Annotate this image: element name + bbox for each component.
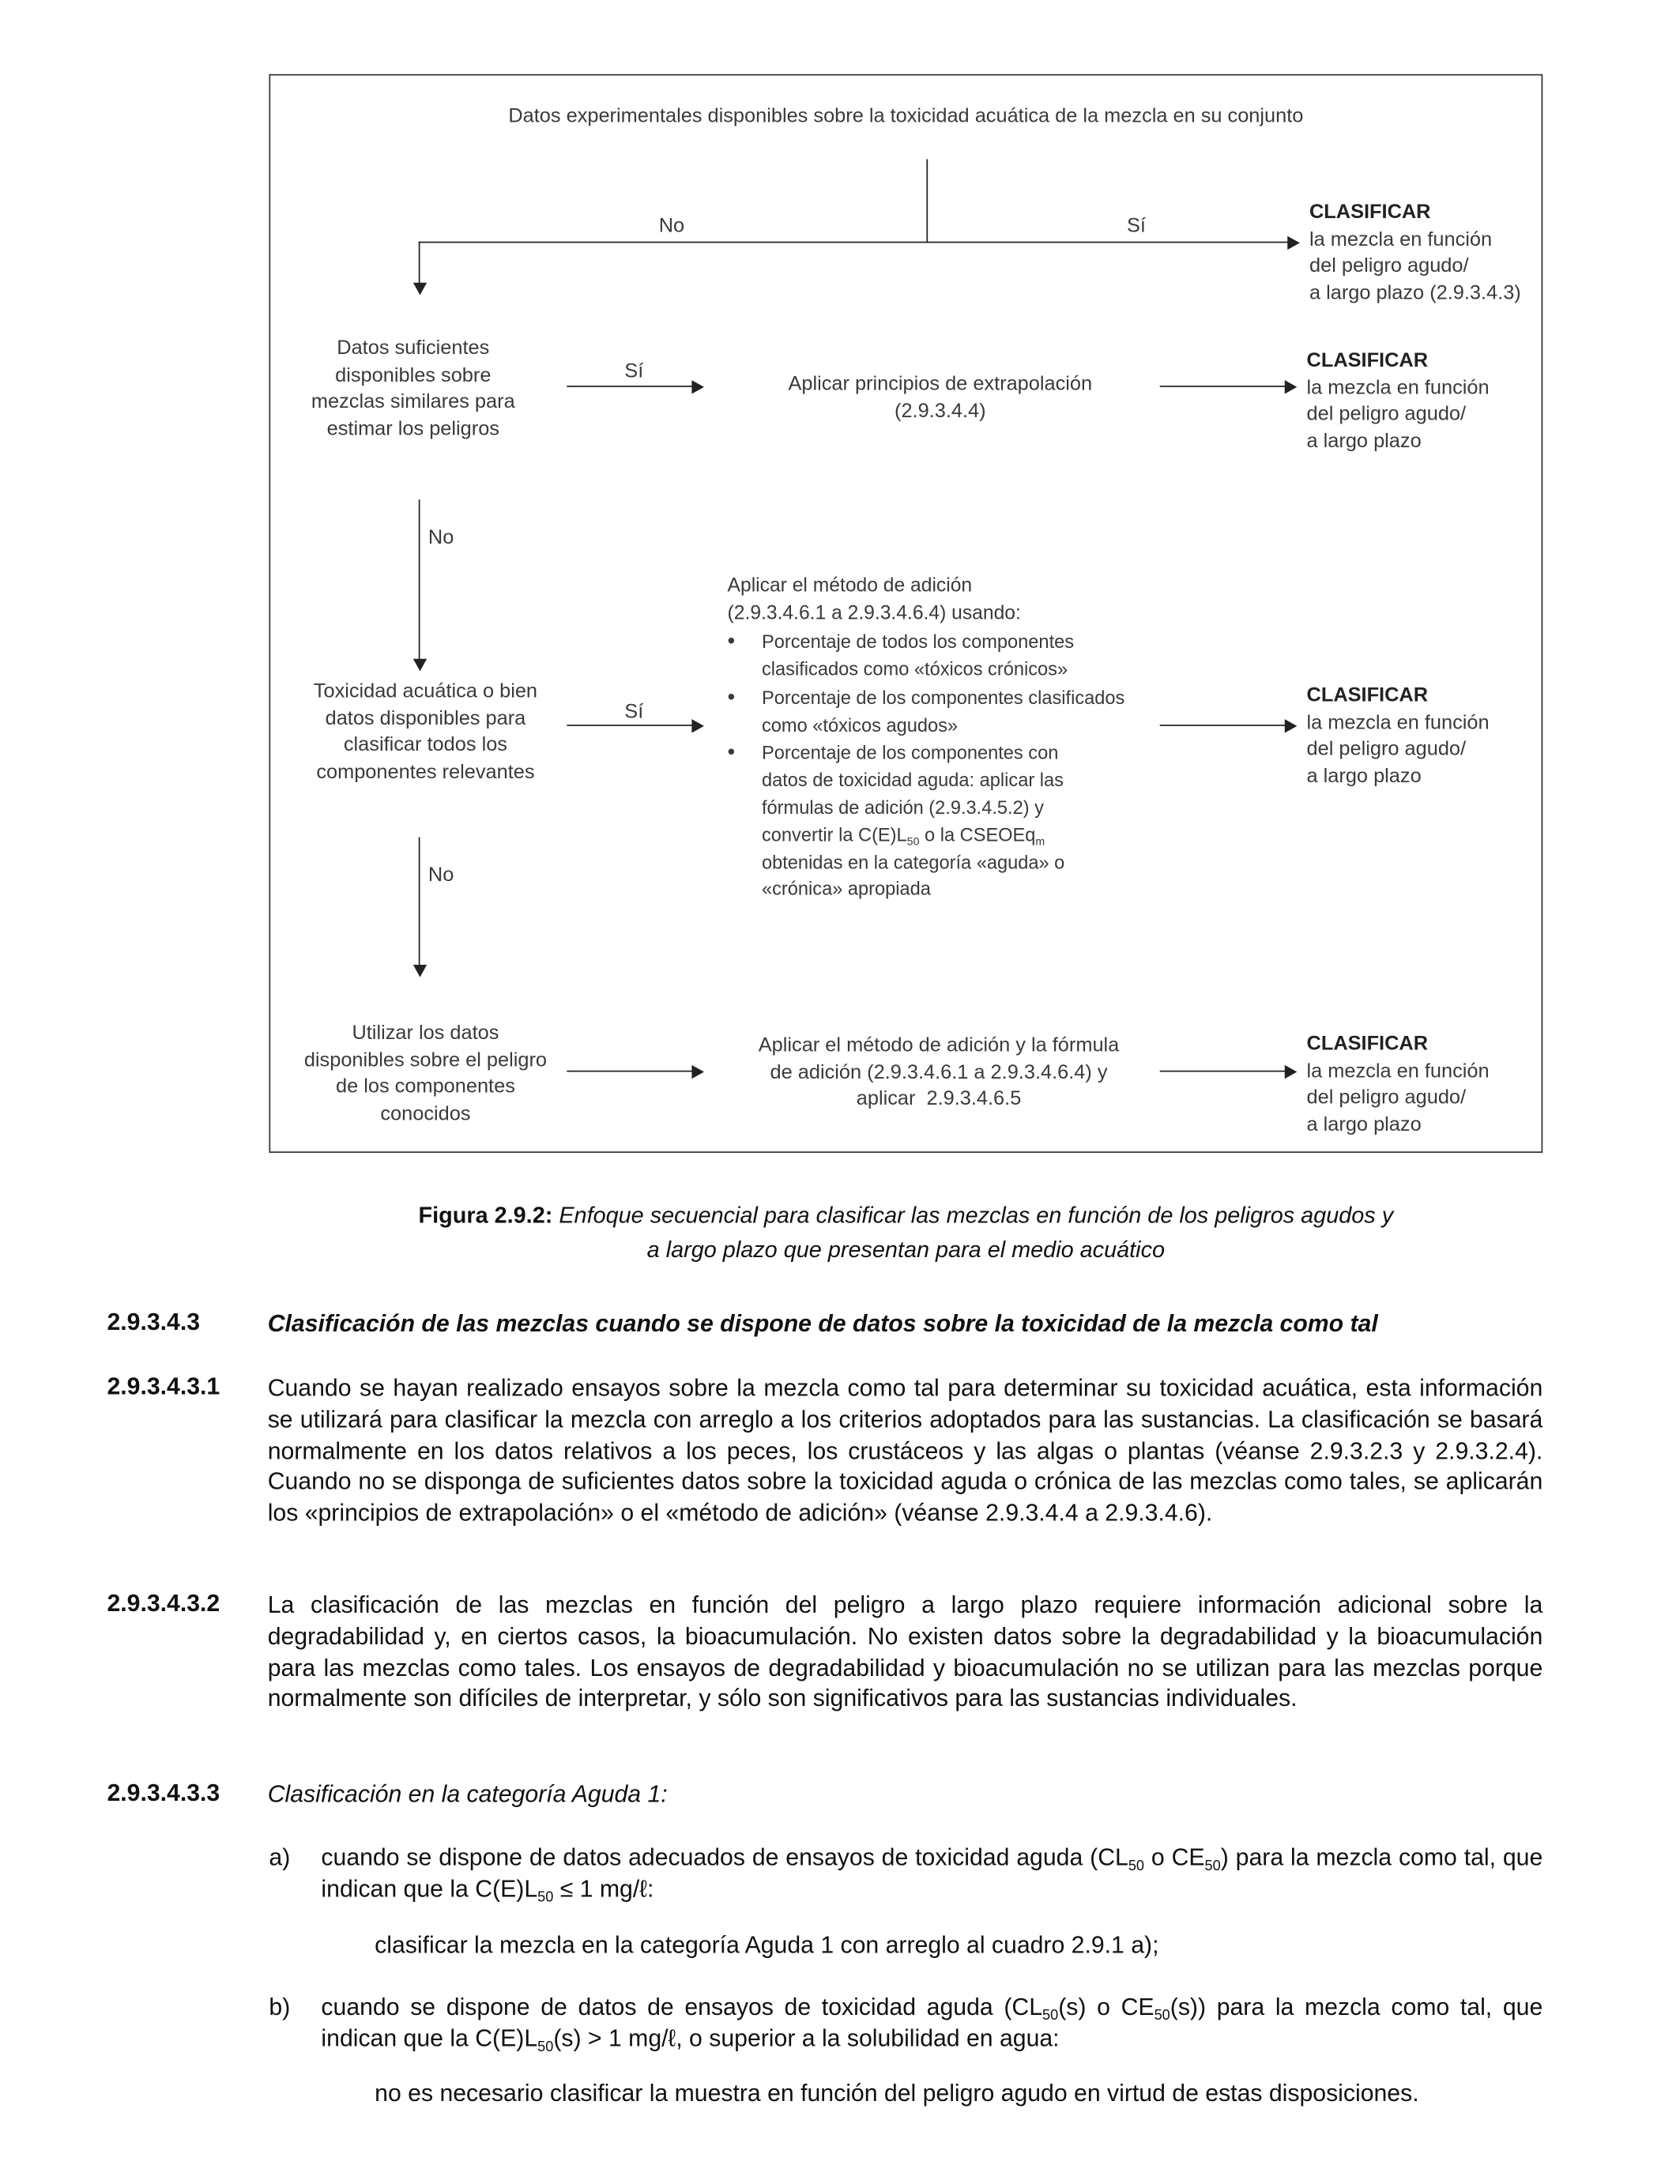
subscript: 50 xyxy=(1128,1858,1145,1874)
text-fragment: cuando se dispone de datos de ensayos de toxicidad aguda (CL xyxy=(321,1992,1043,2020)
text-fragment: convertir la C(E)L xyxy=(761,824,907,845)
item-label: a) xyxy=(269,1843,291,1871)
classify-line: a largo plazo (2.9.3.4.3) xyxy=(1309,281,1521,304)
text-fragment: (s) o CE xyxy=(1058,1992,1155,2020)
text-line: Toxicidad acuática o bien xyxy=(313,680,538,703)
classify-line: del peligro agudo/ xyxy=(1306,1086,1467,1109)
subscript: m xyxy=(1035,835,1045,848)
step-component-data xyxy=(283,680,568,786)
caption-text: Enfoque secuencial para clasificar las mezclas en función de los peligros agudos y xyxy=(552,1202,1394,1229)
text-fragment: (s) > 1 mg/ℓ, o superior a la solubilidad en agua: xyxy=(553,2024,1060,2052)
connector-line xyxy=(1160,725,1286,726)
classify-line: del peligro agudo/ xyxy=(1306,403,1467,426)
arrow-down-icon xyxy=(413,965,427,977)
arrow-down-icon xyxy=(413,283,427,296)
top-question: Datos experimentales disponibles sobre la toxicidad acuática de la mezcla en su conjunto xyxy=(508,105,1304,128)
item-a-text xyxy=(321,1842,1543,1904)
bullet-item: • Porcentaje de todos los componentes clasificados como «tóxicos crónicos» xyxy=(728,629,1139,683)
text-line: fórmulas de adición (2.9.3.4.5.2) y xyxy=(761,797,1044,819)
step-known-components xyxy=(274,1021,576,1128)
caption-line xyxy=(269,1198,1543,1232)
connector-line xyxy=(567,725,693,726)
connector-line xyxy=(419,499,420,661)
classify-line: del peligro agudo/ xyxy=(1309,255,1469,277)
connector-line xyxy=(1160,386,1286,387)
subscript: 50 xyxy=(906,835,920,848)
arrow-right-icon xyxy=(1285,719,1298,732)
classify-line: del peligro agudo/ xyxy=(1306,738,1467,761)
classify-line: a largo plazo xyxy=(1306,1113,1422,1136)
text-line: mezclas similares para xyxy=(311,391,515,413)
branch-label-si: Sí xyxy=(1126,215,1146,238)
classify-title: CLASIFICAR xyxy=(1306,684,1429,707)
text-line: de adición (2.9.3.4.6.1 a 2.9.3.4.6.4) y xyxy=(770,1061,1108,1084)
section-title: Clasificación en la categoría Aguda 1: xyxy=(267,1779,668,1808)
section-number: 2.9.3.4.3.1 xyxy=(107,1372,220,1400)
classify-line: la mezcla en función xyxy=(1306,1060,1490,1083)
classify-line: a largo plazo xyxy=(1306,430,1422,453)
caption-label: Figura 2.9.2: xyxy=(418,1202,553,1229)
arrow-right-icon xyxy=(691,380,704,393)
connector-line xyxy=(419,242,1289,243)
arrow-down-icon xyxy=(413,659,427,672)
item-a-result: clasificar la mezcla en la categoría Aguda 1 con arreglo al cuadro 2.9.1 a); xyxy=(375,1930,1159,1959)
step-additivity-method xyxy=(728,574,1139,903)
step-additivity-formula xyxy=(725,1034,1153,1114)
text-line: estimar los peligros xyxy=(326,417,499,440)
classify-result xyxy=(1307,683,1490,790)
text-line: datos disponibles para xyxy=(325,707,526,730)
text-line: Aplicar el método de adición xyxy=(727,574,973,597)
arrow-right-icon xyxy=(691,719,704,732)
text-fragment: ) para la mezcla como tal, que indican que la C(E)L xyxy=(321,1843,1543,1902)
branch-label-si: Sí xyxy=(624,701,644,724)
section-number: 2.9.3.4.3.3 xyxy=(107,1779,220,1806)
step-extrapolation xyxy=(741,372,1139,426)
classify-line: a largo plazo xyxy=(1306,765,1422,788)
arrow-right-icon xyxy=(1287,236,1300,250)
classify-result-top xyxy=(1309,201,1521,307)
text-line: aplicar 2.9.3.4.6.5 xyxy=(856,1088,1022,1111)
connector-line xyxy=(567,1071,693,1072)
item-b-text xyxy=(321,1991,1543,2054)
text-line: Utilizar los datos xyxy=(352,1022,499,1045)
arrow-right-icon xyxy=(691,1065,704,1079)
classify-result xyxy=(1307,1032,1490,1139)
item-b-result: no es necesario clasificar la muestra en función del peligro agudo en virtud de estas disposiciones. xyxy=(375,2079,1419,2107)
item-label: b) xyxy=(269,1992,291,2020)
text-line: componentes relevantes xyxy=(316,761,535,783)
branch-label-no: No xyxy=(428,864,454,887)
section-title: Clasificación de las mezclas cuando se dispone de datos sobre la toxicidad de la mezcla como tal xyxy=(267,1309,1378,1337)
connector-line xyxy=(419,838,420,968)
classify-title: CLASIFICAR xyxy=(1306,1033,1429,1056)
classify-result xyxy=(1307,348,1490,455)
text-line xyxy=(762,822,1139,849)
text-line: obtenidas en la categoría «aguda» o xyxy=(761,851,1065,872)
text-line: Aplicar el método de adición y la fórmula xyxy=(758,1034,1120,1057)
connector-line xyxy=(419,242,420,286)
branch-label-no: No xyxy=(658,215,685,238)
connector-line xyxy=(1160,1071,1286,1072)
connector-line xyxy=(567,386,693,387)
subscript: 50 xyxy=(1154,2009,1170,2024)
subscript: 50 xyxy=(537,1890,554,1906)
classify-line: la mezcla en función xyxy=(1309,228,1493,250)
text-fragment: o la CSEOEq xyxy=(919,824,1036,845)
caption-text: a largo plazo que presentan para el medio acuático xyxy=(646,1236,1166,1263)
classify-title: CLASIFICAR xyxy=(1309,201,1431,224)
text-line: (2.9.3.4.6.1 a 2.9.3.4.6.4) usando: xyxy=(727,601,1021,624)
connector-line xyxy=(926,159,928,243)
subscript: 50 xyxy=(1204,1858,1221,1874)
text-fragment: cuando se dispone de datos adecuados de ensayos de toxicidad aguda (CL xyxy=(321,1843,1128,1871)
text-line: «crónica» apropiada xyxy=(761,879,931,900)
branch-label-no: No xyxy=(428,526,454,549)
text-line: de los componentes xyxy=(335,1075,515,1098)
text-fragment: ≤ 1 mg/ℓ: xyxy=(553,1874,654,1902)
text-line: datos de toxicidad aguda: aplicar las xyxy=(761,770,1064,791)
classify-line: la mezcla en función xyxy=(1306,711,1490,734)
arrow-right-icon xyxy=(1285,380,1298,393)
text-line: (2.9.3.4.4) xyxy=(894,400,986,423)
section-paragraph: Cuando se hayan realizado ensayos sobre la mezcla como tal para determinar su toxicidad acuática, esta información se utilizará para clasificar la mezcla con arreglo a los criterios adoptados para las sustancias. La clasificación se basará normalmente en los datos relativos a los peces, los crustáceos y las algas o plantas (véanse 2.9.3.2.3 y 2.9.3.2.4). Cuando no se disponga de suficientes datos sobre la toxicidad aguda o crónica de las mezclas como tales, se aplicarán los «principios de extrapolación» o el «método de adición» (véanse 2.9.3.4.4 a 2.9.3.4.6). xyxy=(267,1373,1543,1527)
text-line: conocidos xyxy=(380,1102,471,1125)
caption-line xyxy=(269,1233,1543,1267)
section-paragraph: La clasificación de las mezclas en función del peligro a largo plazo requiere información adicional sobre la degradabilidad y, en ciertos casos, la bioacumulación. No existen datos sobre la degradabilidad y la bioacumulación para las mezclas como tales. Los ensayos de degradabilidad y bioacumulación no se utilizan para las mezclas porque normalmente son difíciles de interpretar, y sólo son significativos para las sustancias individuales. xyxy=(267,1591,1543,1712)
text-line: • Porcentaje de los componentes con xyxy=(761,743,1059,764)
section-number: 2.9.3.4.3 xyxy=(107,1308,201,1336)
step-similar-mixtures xyxy=(283,337,544,443)
subscript: 50 xyxy=(537,2039,554,2055)
text-line: Aplicar principios de extrapolación xyxy=(788,373,1093,396)
text-line: disponibles sobre el peligro xyxy=(303,1049,548,1071)
classify-line: la mezcla en función xyxy=(1306,376,1490,399)
classify-title: CLASIFICAR xyxy=(1306,349,1429,372)
text-line: Datos suficientes xyxy=(337,337,490,360)
text-fragment: (s)) para la mezcla como tal, que indican que la C(E)L xyxy=(321,1992,1543,2052)
figure-caption xyxy=(269,1198,1543,1267)
section-number: 2.9.3.4.3.2 xyxy=(107,1589,220,1617)
subscript: 50 xyxy=(1042,2009,1059,2024)
text-fragment: o CE xyxy=(1144,1843,1205,1871)
bullet-item: • Porcentaje de los componentes clasificados como «tóxicos agudos» xyxy=(728,684,1139,739)
text-line: disponibles sobre xyxy=(335,364,492,386)
bullet-item xyxy=(728,740,1139,903)
arrow-right-icon xyxy=(1285,1065,1298,1079)
branch-label-si: Sí xyxy=(624,360,644,383)
text-line: clasificar todos los xyxy=(343,734,507,757)
